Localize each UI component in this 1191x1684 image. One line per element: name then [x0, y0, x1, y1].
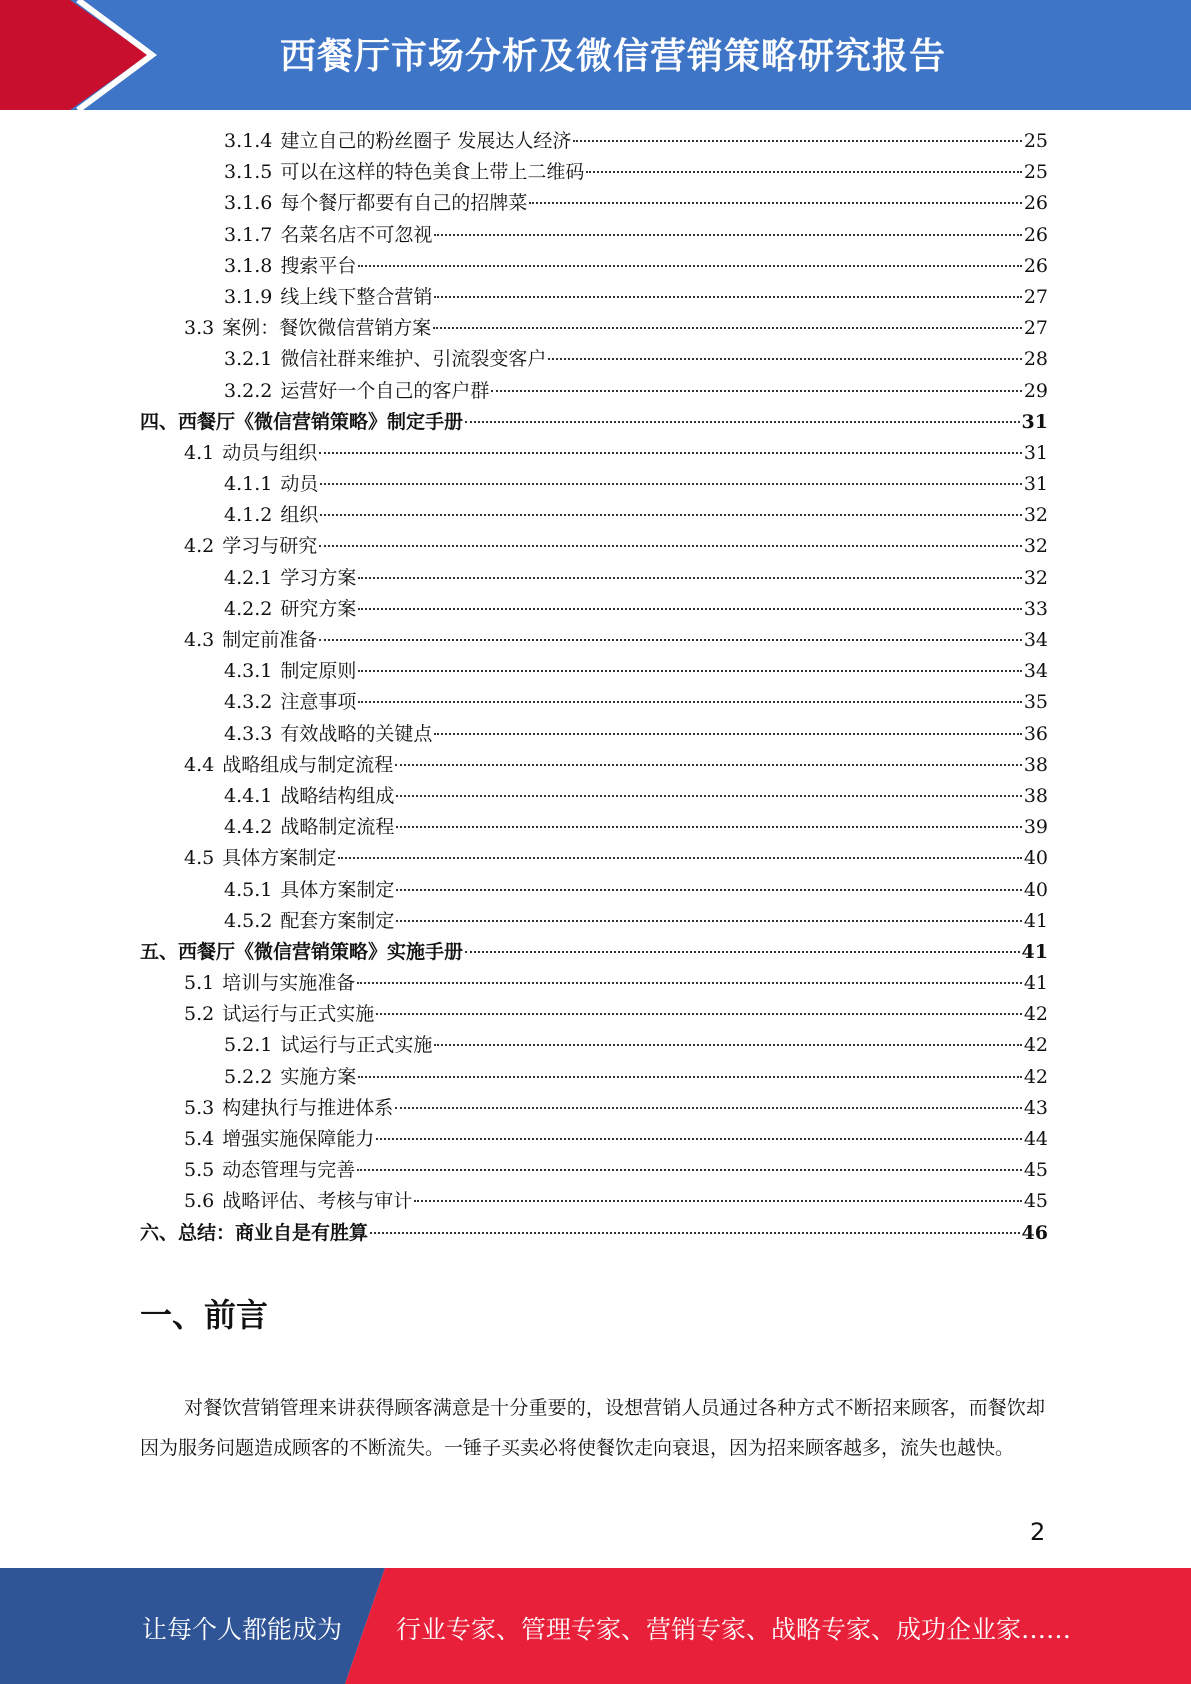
toc-entry-title	[224, 157, 584, 184]
toc-entry-text: 注意事项	[280, 691, 357, 714]
toc-entry-title	[224, 188, 527, 215]
toc-entry[interactable]	[140, 812, 1048, 843]
toc-entry[interactable]	[140, 625, 1048, 656]
toc-entry-title	[184, 1186, 412, 1213]
toc-entry-number: 4.5.2	[224, 909, 273, 932]
toc-entry-title	[184, 843, 336, 870]
toc-entry-text: 构建执行与推进体系	[222, 1096, 394, 1119]
toc-entry[interactable]	[140, 687, 1048, 718]
toc-entry-text: 每个餐厅都要有自己的招牌菜	[280, 192, 528, 215]
toc-page-number: 25	[1023, 130, 1048, 152]
toc-entry-title	[140, 937, 463, 964]
toc-dot-leader	[396, 826, 1021, 828]
toc-dot-leader	[376, 1013, 1022, 1015]
toc-page-number: 46	[1021, 1221, 1048, 1244]
toc-entry-title	[184, 313, 431, 340]
toc-page-number: 32	[1023, 504, 1048, 527]
toc-entry[interactable]	[140, 968, 1048, 999]
toc-dot-leader	[358, 701, 1021, 703]
toc-entry-text: 制定原则	[280, 660, 357, 683]
toc-entry-number: 5.6	[184, 1190, 215, 1213]
toc-entry-number: 5.4	[184, 1128, 215, 1150]
toc-dot-leader	[395, 764, 1022, 766]
toc-entry[interactable]	[140, 906, 1048, 937]
toc-entry-title	[224, 220, 432, 247]
toc-dot-leader	[395, 1107, 1022, 1109]
toc-entry-text: 微信社群来维护、引流裂变客户	[280, 348, 547, 371]
page-number: 2	[1030, 1518, 1046, 1546]
toc-entry-number: 4.3	[184, 629, 215, 651]
toc-entry[interactable]	[140, 500, 1048, 531]
toc-dot-leader	[357, 982, 1022, 984]
toc-entry-title	[224, 875, 394, 902]
toc-entry[interactable]	[140, 188, 1048, 219]
toc-entry-number: 3.1.9	[224, 285, 273, 308]
toc-entry-number: 4.2.2	[224, 597, 273, 620]
toc-page-number: 35	[1023, 691, 1048, 714]
toc-page-number: 39	[1023, 816, 1048, 839]
toc-entry-number: 5.2.1	[224, 1034, 273, 1057]
toc-entry[interactable]	[140, 1062, 1048, 1093]
toc-entry-title	[224, 1062, 356, 1089]
toc-entry-number: 4.3.2	[224, 691, 273, 714]
toc-entry[interactable]	[140, 157, 1048, 188]
toc-entry-title	[224, 812, 394, 839]
toc-entry-number: 3.3	[184, 317, 215, 340]
toc-entry-title	[224, 126, 571, 153]
toc-page-number: 42	[1023, 1065, 1048, 1088]
toc-page-number: 44	[1023, 1128, 1048, 1150]
toc-entry[interactable]	[140, 1124, 1048, 1155]
toc-entry[interactable]	[140, 1030, 1048, 1061]
toc-entry-title	[184, 968, 355, 995]
toc-entry-title	[224, 251, 356, 278]
toc-entry[interactable]	[140, 1155, 1048, 1186]
toc-entry-text: 动员	[280, 473, 319, 496]
toc-entry-text: 制定前准备	[222, 629, 318, 651]
toc-entry-title	[224, 376, 489, 403]
section-heading: 一、前言	[140, 1296, 269, 1334]
toc-entry-text: 配套方案制定	[280, 909, 395, 932]
toc-entry-text: 试运行与正式实施	[222, 1003, 375, 1026]
toc-dot-leader	[586, 171, 1021, 173]
toc-entry-title	[140, 1218, 368, 1245]
toc-dot-leader	[491, 390, 1021, 392]
toc-entry-text: 培训与实施准备	[222, 972, 356, 995]
toc-dot-leader	[319, 545, 1022, 547]
toc-dot-leader	[320, 483, 1021, 485]
toc-entry-number: 3.1.8	[224, 254, 273, 277]
toc-entry-number: 4.4.2	[224, 816, 273, 839]
toc-dot-leader	[358, 670, 1021, 672]
toc-dot-leader	[529, 202, 1021, 204]
toc-entry-number: 4.5.1	[224, 878, 273, 901]
toc-entry-text: 案例：餐饮微信营销方案	[222, 317, 432, 340]
toc-page-number: 33	[1023, 597, 1048, 620]
toc-entry[interactable]	[140, 843, 1048, 874]
toc-dot-leader	[358, 577, 1021, 579]
toc-entry-number: 4.2.1	[224, 566, 273, 589]
toc-entry-text: 动态管理与完善	[222, 1159, 356, 1182]
toc-page-number: 42	[1023, 1003, 1048, 1026]
toc-entry-title	[184, 750, 393, 777]
toc-entry[interactable]	[140, 781, 1048, 812]
toc-entry-title	[224, 1030, 432, 1057]
toc-entry[interactable]	[140, 251, 1048, 282]
toc-entry[interactable]	[140, 126, 1048, 157]
toc-entry-text: 实施方案	[280, 1065, 357, 1088]
toc-entry-text: 战略制定流程	[280, 816, 395, 839]
toc-page-number: 45	[1023, 1159, 1048, 1182]
toc-entry[interactable]	[140, 1186, 1048, 1217]
toc-page-number: 26	[1023, 192, 1048, 215]
toc-entry-title	[224, 500, 318, 527]
toc-page-number: 29	[1023, 379, 1048, 402]
toc-entry-title	[224, 469, 318, 496]
toc-entry-title	[224, 687, 356, 714]
toc-page-number: 25	[1023, 161, 1048, 184]
toc-entry-text: 战略评估、考核与审计	[222, 1190, 413, 1213]
toc-entry-number: 4.3.1	[224, 660, 273, 683]
toc-entry-text: 组织	[280, 504, 319, 527]
footer-slogan-left: 让每个人都能成为	[142, 1615, 343, 1644]
toc-dot-leader	[434, 733, 1021, 735]
toc-entry-title	[224, 344, 546, 371]
toc-entry-title	[184, 1155, 355, 1182]
toc-page-number: 27	[1023, 285, 1048, 308]
toc-page-number: 31	[1023, 441, 1048, 464]
toc-entry[interactable]	[140, 750, 1048, 781]
toc-entry-title	[224, 781, 394, 808]
toc-entry-text: 增强实施保障能力	[222, 1128, 375, 1150]
toc-page-number: 28	[1023, 348, 1048, 371]
toc-page-number: 31	[1023, 473, 1048, 496]
toc-dot-leader	[396, 795, 1021, 797]
toc-entry-number: 4.1.1	[224, 473, 273, 496]
toc-page-number: 43	[1023, 1096, 1048, 1119]
toc-entry[interactable]	[140, 376, 1048, 407]
toc-entry-text: 有效战略的关键点	[280, 722, 433, 745]
toc-entry-title	[224, 656, 356, 683]
toc-page-number: 26	[1023, 223, 1048, 246]
toc-page-number: 32	[1023, 535, 1048, 558]
toc-dot-leader	[434, 1044, 1021, 1046]
toc-dot-leader	[319, 452, 1022, 454]
toc-entry[interactable]	[140, 407, 1048, 438]
toc-entry-text: 四、西餐厅《微信营销策略》制定手册	[140, 410, 464, 433]
toc-entry-number: 4.5	[184, 847, 215, 870]
toc-entry-text: 动员与组织	[222, 441, 318, 464]
toc-entry-number: 5.1	[184, 972, 215, 995]
toc-entry-text: 具体方案制定	[280, 878, 395, 901]
toc-page-number: 32	[1023, 566, 1048, 589]
toc-entry-text: 具体方案制定	[222, 847, 337, 870]
toc-entry-text: 战略结构组成	[280, 784, 395, 807]
toc-entry[interactable]	[140, 875, 1048, 906]
toc-dot-leader	[357, 1169, 1022, 1171]
toc-entry-number: 3.1.4	[224, 130, 273, 152]
toc-page-number: 38	[1023, 753, 1048, 776]
toc-entry-number: 5.3	[184, 1096, 215, 1119]
toc-entry-title	[184, 1093, 393, 1120]
toc-entry-text: 研究方案	[280, 597, 357, 620]
toc-entry-text: 运营好一个自己的客户群	[280, 379, 490, 402]
toc-dot-leader	[573, 140, 1021, 142]
toc-dot-leader	[320, 514, 1021, 516]
toc-page-number: 31	[1021, 410, 1048, 433]
page-header	[0, 0, 1191, 110]
toc-entry-number: 3.1.5	[224, 161, 273, 184]
toc-entry[interactable]	[140, 438, 1048, 469]
toc-entry[interactable]	[140, 1218, 1048, 1249]
toc-dot-leader	[396, 920, 1021, 922]
toc-page-number: 42	[1023, 1034, 1048, 1057]
toc-entry-number: 5.2	[184, 1003, 215, 1026]
toc-entry[interactable]	[140, 282, 1048, 313]
toc-page-number: 41	[1023, 909, 1048, 932]
toc-entry-number: 4.1	[184, 441, 215, 464]
toc-page-number: 36	[1023, 722, 1048, 745]
toc-entry-number: 3.1.6	[224, 192, 273, 215]
toc-page-number: 34	[1023, 629, 1048, 651]
toc-entry[interactable]	[140, 999, 1048, 1030]
toc-entry-text: 线上线下整合营销	[280, 285, 433, 308]
toc-page-number: 40	[1023, 847, 1048, 870]
toc-entry-number: 5.2.2	[224, 1065, 273, 1088]
toc-entry[interactable]	[140, 937, 1048, 968]
toc-entry-text: 学习与研究	[222, 535, 318, 558]
toc-entry-text: 五、西餐厅《微信营销策略》实施手册	[140, 940, 464, 963]
toc-dot-leader	[338, 857, 1022, 859]
toc-entry-number: 4.1.2	[224, 504, 273, 527]
toc-entry-text: 战略组成与制定流程	[222, 753, 394, 776]
toc-entry-title	[184, 531, 317, 558]
toc-page-number: 27	[1023, 317, 1048, 340]
toc-entry-number: 4.2	[184, 535, 215, 558]
toc-dot-leader	[376, 1138, 1022, 1140]
toc-dot-leader	[434, 234, 1021, 236]
toc-dot-leader	[370, 1232, 1020, 1234]
toc-dot-leader	[548, 358, 1021, 360]
toc-entry-text: 试运行与正式实施	[280, 1034, 433, 1057]
toc-entry[interactable]	[140, 344, 1048, 375]
toc-entry[interactable]	[140, 1093, 1048, 1124]
toc-entry-text: 可以在这样的特色美食上带上二维码	[280, 161, 585, 184]
toc-entry-number: 5.5	[184, 1159, 215, 1182]
toc-dot-leader	[358, 608, 1021, 610]
toc-dot-leader	[358, 1076, 1021, 1078]
toc-entry-text: 名菜名店不可忽视	[280, 223, 433, 246]
toc-dot-leader	[414, 1200, 1022, 1202]
toc-entry-title	[224, 719, 432, 746]
footer-slogan-right: 行业专家、管理专家、营销专家、战略专家、成功企业家……	[396, 1615, 1072, 1644]
toc-dot-leader	[396, 889, 1021, 891]
toc-page-number: 38	[1023, 784, 1048, 807]
toc-entry-text: 建立自己的粉丝圈子 发展达人经济	[280, 130, 572, 152]
toc-entry-number: 3.2.2	[224, 379, 273, 402]
toc-dot-leader	[465, 421, 1020, 423]
toc-dot-leader	[465, 951, 1020, 953]
page-footer	[0, 1568, 1191, 1684]
toc-entry-number: 4.4	[184, 753, 215, 776]
toc-entry[interactable]	[140, 531, 1048, 562]
body-paragraph: 对餐饮营销管理来讲获得顾客满意是十分重要的，设想营销人员通过各种方式不断招来顾客，而餐饮却因为服务问题造成顾客的不断流失。一锤子买卖必将使餐饮走向衰退，因为招来顾客越多，流失也越快。	[140, 1397, 1045, 1459]
toc-entry-number: 4.3.3	[224, 722, 273, 745]
toc-entry-number: 4.4.1	[224, 784, 273, 807]
toc-dot-leader	[358, 265, 1021, 267]
toc-entry-title	[224, 594, 356, 621]
toc-entry[interactable]	[140, 563, 1048, 594]
toc-page-number: 45	[1023, 1190, 1048, 1213]
toc-dot-leader	[434, 296, 1021, 298]
toc-entry-title	[140, 407, 463, 434]
toc-entry-title	[224, 563, 356, 590]
toc-entry-text: 搜索平台	[280, 254, 357, 277]
toc-entry-title	[224, 906, 394, 933]
toc-entry[interactable]	[140, 656, 1048, 687]
toc-entry-text: 六、总结：商业自是有胜算	[140, 1221, 369, 1244]
toc-entry[interactable]	[140, 313, 1048, 344]
toc-entry-number: 3.2.1	[224, 348, 273, 371]
toc-entry-title	[184, 438, 317, 465]
toc-dot-leader	[433, 327, 1022, 329]
toc-entry[interactable]	[140, 594, 1048, 625]
toc-page-number: 41	[1021, 940, 1048, 963]
toc-dot-leader	[319, 639, 1022, 641]
toc-page-number: 34	[1023, 660, 1048, 683]
toc-page-number: 40	[1023, 878, 1048, 901]
toc-entry-text: 学习方案	[280, 566, 357, 589]
toc-page-number: 26	[1023, 254, 1048, 277]
report-title: 西餐厅市场分析及微信营销策略研究报告	[280, 36, 947, 77]
table-of-contents	[140, 126, 1048, 1249]
toc-entry[interactable]	[140, 220, 1048, 251]
toc-entry-title	[184, 999, 374, 1026]
toc-entry-number: 3.1.7	[224, 223, 273, 246]
toc-entry[interactable]	[140, 719, 1048, 750]
toc-page-number: 41	[1023, 972, 1048, 995]
toc-entry-title	[184, 625, 317, 652]
toc-entry-title	[184, 1124, 374, 1151]
toc-entry[interactable]	[140, 469, 1048, 500]
toc-entry-title	[224, 282, 432, 309]
